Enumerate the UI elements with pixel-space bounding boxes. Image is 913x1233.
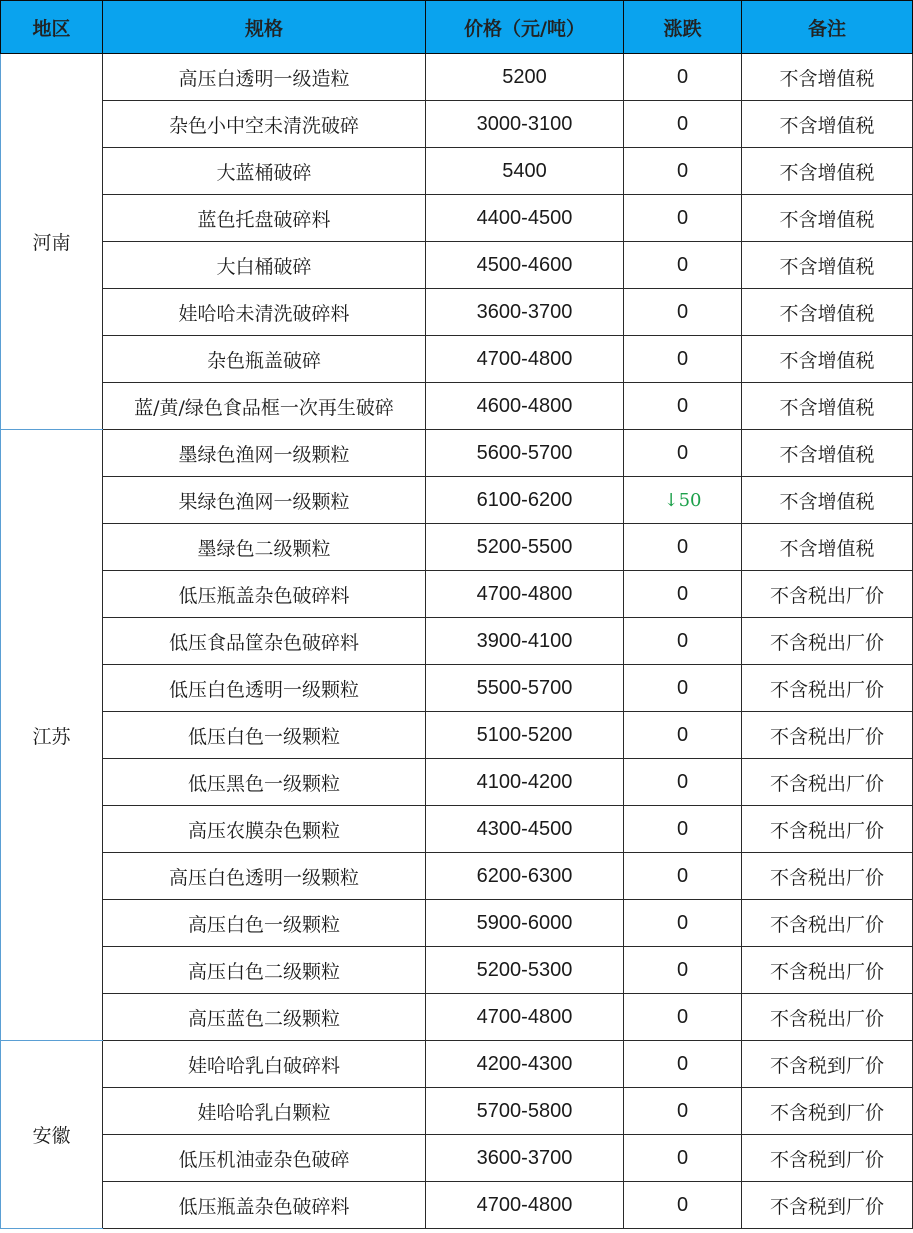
header-note: 备注 [742, 1, 913, 54]
change-cell: 0 [624, 806, 742, 853]
table-row [1, 1041, 913, 1088]
header-change: 涨跌 [624, 1, 742, 54]
spec-cell: 大白桶破碎 [103, 242, 426, 289]
spec-cell: 高压白色一级颗粒 [103, 900, 426, 947]
table-row [1, 383, 913, 430]
spec-cell: 娃哈哈乳白破碎料 [103, 1041, 426, 1088]
spec-cell: 低压白色透明一级颗粒 [103, 665, 426, 712]
change-cell: 0 [624, 54, 742, 101]
price-cell: 4700-4800 [426, 336, 624, 383]
price-cell: 5100-5200 [426, 712, 624, 759]
spec-cell: 高压白色透明一级颗粒 [103, 853, 426, 900]
change-cell: 0 [624, 289, 742, 336]
table-row [1, 524, 913, 571]
note-cell: 不含税出厂价 [742, 712, 913, 759]
table-row [1, 571, 913, 618]
table-row [1, 853, 913, 900]
spec-cell: 低压白色一级颗粒 [103, 712, 426, 759]
price-cell: 3000-3100 [426, 101, 624, 148]
table-row [1, 806, 913, 853]
table-row [1, 336, 913, 383]
table-row [1, 477, 913, 524]
note-cell: 不含税到厂价 [742, 1182, 913, 1229]
change-cell: 0 [624, 1182, 742, 1229]
note-cell: 不含增值税 [742, 336, 913, 383]
change-cell: 0 [624, 759, 742, 806]
change-cell: 0 [624, 618, 742, 665]
spec-cell: 果绿色渔网一级颗粒 [103, 477, 426, 524]
spec-cell: 蓝/黄/绿色食品框一次再生破碎 [103, 383, 426, 430]
table-row [1, 1088, 913, 1135]
note-cell: 不含增值税 [742, 477, 913, 524]
change-cell: 0 [624, 947, 742, 994]
change-cell [624, 477, 742, 524]
note-cell: 不含增值税 [742, 524, 913, 571]
table-row [1, 947, 913, 994]
change-cell: 0 [624, 1041, 742, 1088]
change-cell: 0 [624, 571, 742, 618]
note-cell: 不含税出厂价 [742, 994, 913, 1041]
spec-cell: 娃哈哈乳白颗粒 [103, 1088, 426, 1135]
note-cell: 不含税出厂价 [742, 806, 913, 853]
table-row [1, 1182, 913, 1229]
note-cell: 不含税出厂价 [742, 900, 913, 947]
note-cell: 不含增值税 [742, 430, 913, 477]
decrease-value: ↓50 [663, 489, 702, 511]
header-spec: 规格 [103, 1, 426, 54]
note-cell: 不含税到厂价 [742, 1041, 913, 1088]
change-cell: 0 [624, 524, 742, 571]
price-cell: 5400 [426, 148, 624, 195]
region-cell: 安徽 [1, 1041, 103, 1229]
note-cell: 不含税出厂价 [742, 665, 913, 712]
change-cell: 0 [624, 712, 742, 759]
price-cell: 4400-4500 [426, 195, 624, 242]
spec-cell: 杂色小中空未清洗破碎 [103, 101, 426, 148]
change-cell: 0 [624, 336, 742, 383]
price-cell: 3600-3700 [426, 1135, 624, 1182]
change-cell: 0 [624, 195, 742, 242]
table-row [1, 1135, 913, 1182]
note-cell: 不含增值税 [742, 54, 913, 101]
spec-cell: 低压食品筐杂色破碎料 [103, 618, 426, 665]
price-cell: 3600-3700 [426, 289, 624, 336]
note-cell: 不含税到厂价 [742, 1088, 913, 1135]
note-cell: 不含增值税 [742, 242, 913, 289]
spec-cell: 低压瓶盖杂色破碎料 [103, 1182, 426, 1229]
header-region: 地区 [1, 1, 103, 54]
change-cell: 0 [624, 665, 742, 712]
price-cell: 4300-4500 [426, 806, 624, 853]
spec-cell: 墨绿色渔网一级颗粒 [103, 430, 426, 477]
table-row [1, 712, 913, 759]
price-cell: 4200-4300 [426, 1041, 624, 1088]
price-cell: 4700-4800 [426, 1182, 624, 1229]
change-cell: 0 [624, 900, 742, 947]
table-header [1, 1, 913, 54]
change-cell: 0 [624, 101, 742, 148]
note-cell: 不含税出厂价 [742, 618, 913, 665]
price-cell: 6100-6200 [426, 477, 624, 524]
price-cell: 4700-4800 [426, 571, 624, 618]
note-cell: 不含税出厂价 [742, 947, 913, 994]
table-row [1, 242, 913, 289]
price-cell: 3900-4100 [426, 618, 624, 665]
change-cell: 0 [624, 1135, 742, 1182]
note-cell: 不含税出厂价 [742, 759, 913, 806]
note-cell: 不含增值税 [742, 195, 913, 242]
price-cell: 4600-4800 [426, 383, 624, 430]
spec-cell: 高压白色二级颗粒 [103, 947, 426, 994]
table-row [1, 618, 913, 665]
change-cell: 0 [624, 148, 742, 195]
table-row [1, 148, 913, 195]
change-cell: 0 [624, 383, 742, 430]
price-cell: 4100-4200 [426, 759, 624, 806]
price-cell: 6200-6300 [426, 853, 624, 900]
table-row [1, 994, 913, 1041]
price-cell: 5900-6000 [426, 900, 624, 947]
table-row [1, 54, 913, 101]
note-cell: 不含增值税 [742, 383, 913, 430]
table-row [1, 430, 913, 477]
price-cell: 5600-5700 [426, 430, 624, 477]
spec-cell: 低压黑色一级颗粒 [103, 759, 426, 806]
spec-cell: 高压蓝色二级颗粒 [103, 994, 426, 1041]
spec-cell: 蓝色托盘破碎料 [103, 195, 426, 242]
change-cell: 0 [624, 242, 742, 289]
header-price: 价格（元/吨） [426, 1, 624, 54]
table-row [1, 289, 913, 336]
table-body [1, 54, 913, 1229]
price-cell: 5200-5300 [426, 947, 624, 994]
price-cell: 5200-5500 [426, 524, 624, 571]
note-cell: 不含增值税 [742, 148, 913, 195]
table-row [1, 665, 913, 712]
note-cell: 不含税到厂价 [742, 1135, 913, 1182]
price-cell: 4700-4800 [426, 994, 624, 1041]
note-cell: 不含增值税 [742, 101, 913, 148]
table-row [1, 195, 913, 242]
header-row [1, 1, 913, 54]
table-row [1, 759, 913, 806]
change-cell: 0 [624, 994, 742, 1041]
spec-cell: 高压农膜杂色颗粒 [103, 806, 426, 853]
region-cell: 江苏 [1, 430, 103, 1041]
note-cell: 不含税出厂价 [742, 853, 913, 900]
price-cell: 5200 [426, 54, 624, 101]
note-cell: 不含增值税 [742, 289, 913, 336]
spec-cell: 低压瓶盖杂色破碎料 [103, 571, 426, 618]
note-cell: 不含税出厂价 [742, 571, 913, 618]
price-cell: 5500-5700 [426, 665, 624, 712]
spec-cell: 低压机油壶杂色破碎 [103, 1135, 426, 1182]
spec-cell: 娃哈哈未清洗破碎料 [103, 289, 426, 336]
spec-cell: 高压白透明一级造粒 [103, 54, 426, 101]
table-row [1, 101, 913, 148]
change-cell: 0 [624, 1088, 742, 1135]
spec-cell: 墨绿色二级颗粒 [103, 524, 426, 571]
change-cell: 0 [624, 430, 742, 477]
change-cell: 0 [624, 853, 742, 900]
spec-cell: 大蓝桶破碎 [103, 148, 426, 195]
table-row [1, 900, 913, 947]
region-cell: 河南 [1, 54, 103, 430]
price-cell: 4500-4600 [426, 242, 624, 289]
price-cell: 5700-5800 [426, 1088, 624, 1135]
spec-cell: 杂色瓶盖破碎 [103, 336, 426, 383]
